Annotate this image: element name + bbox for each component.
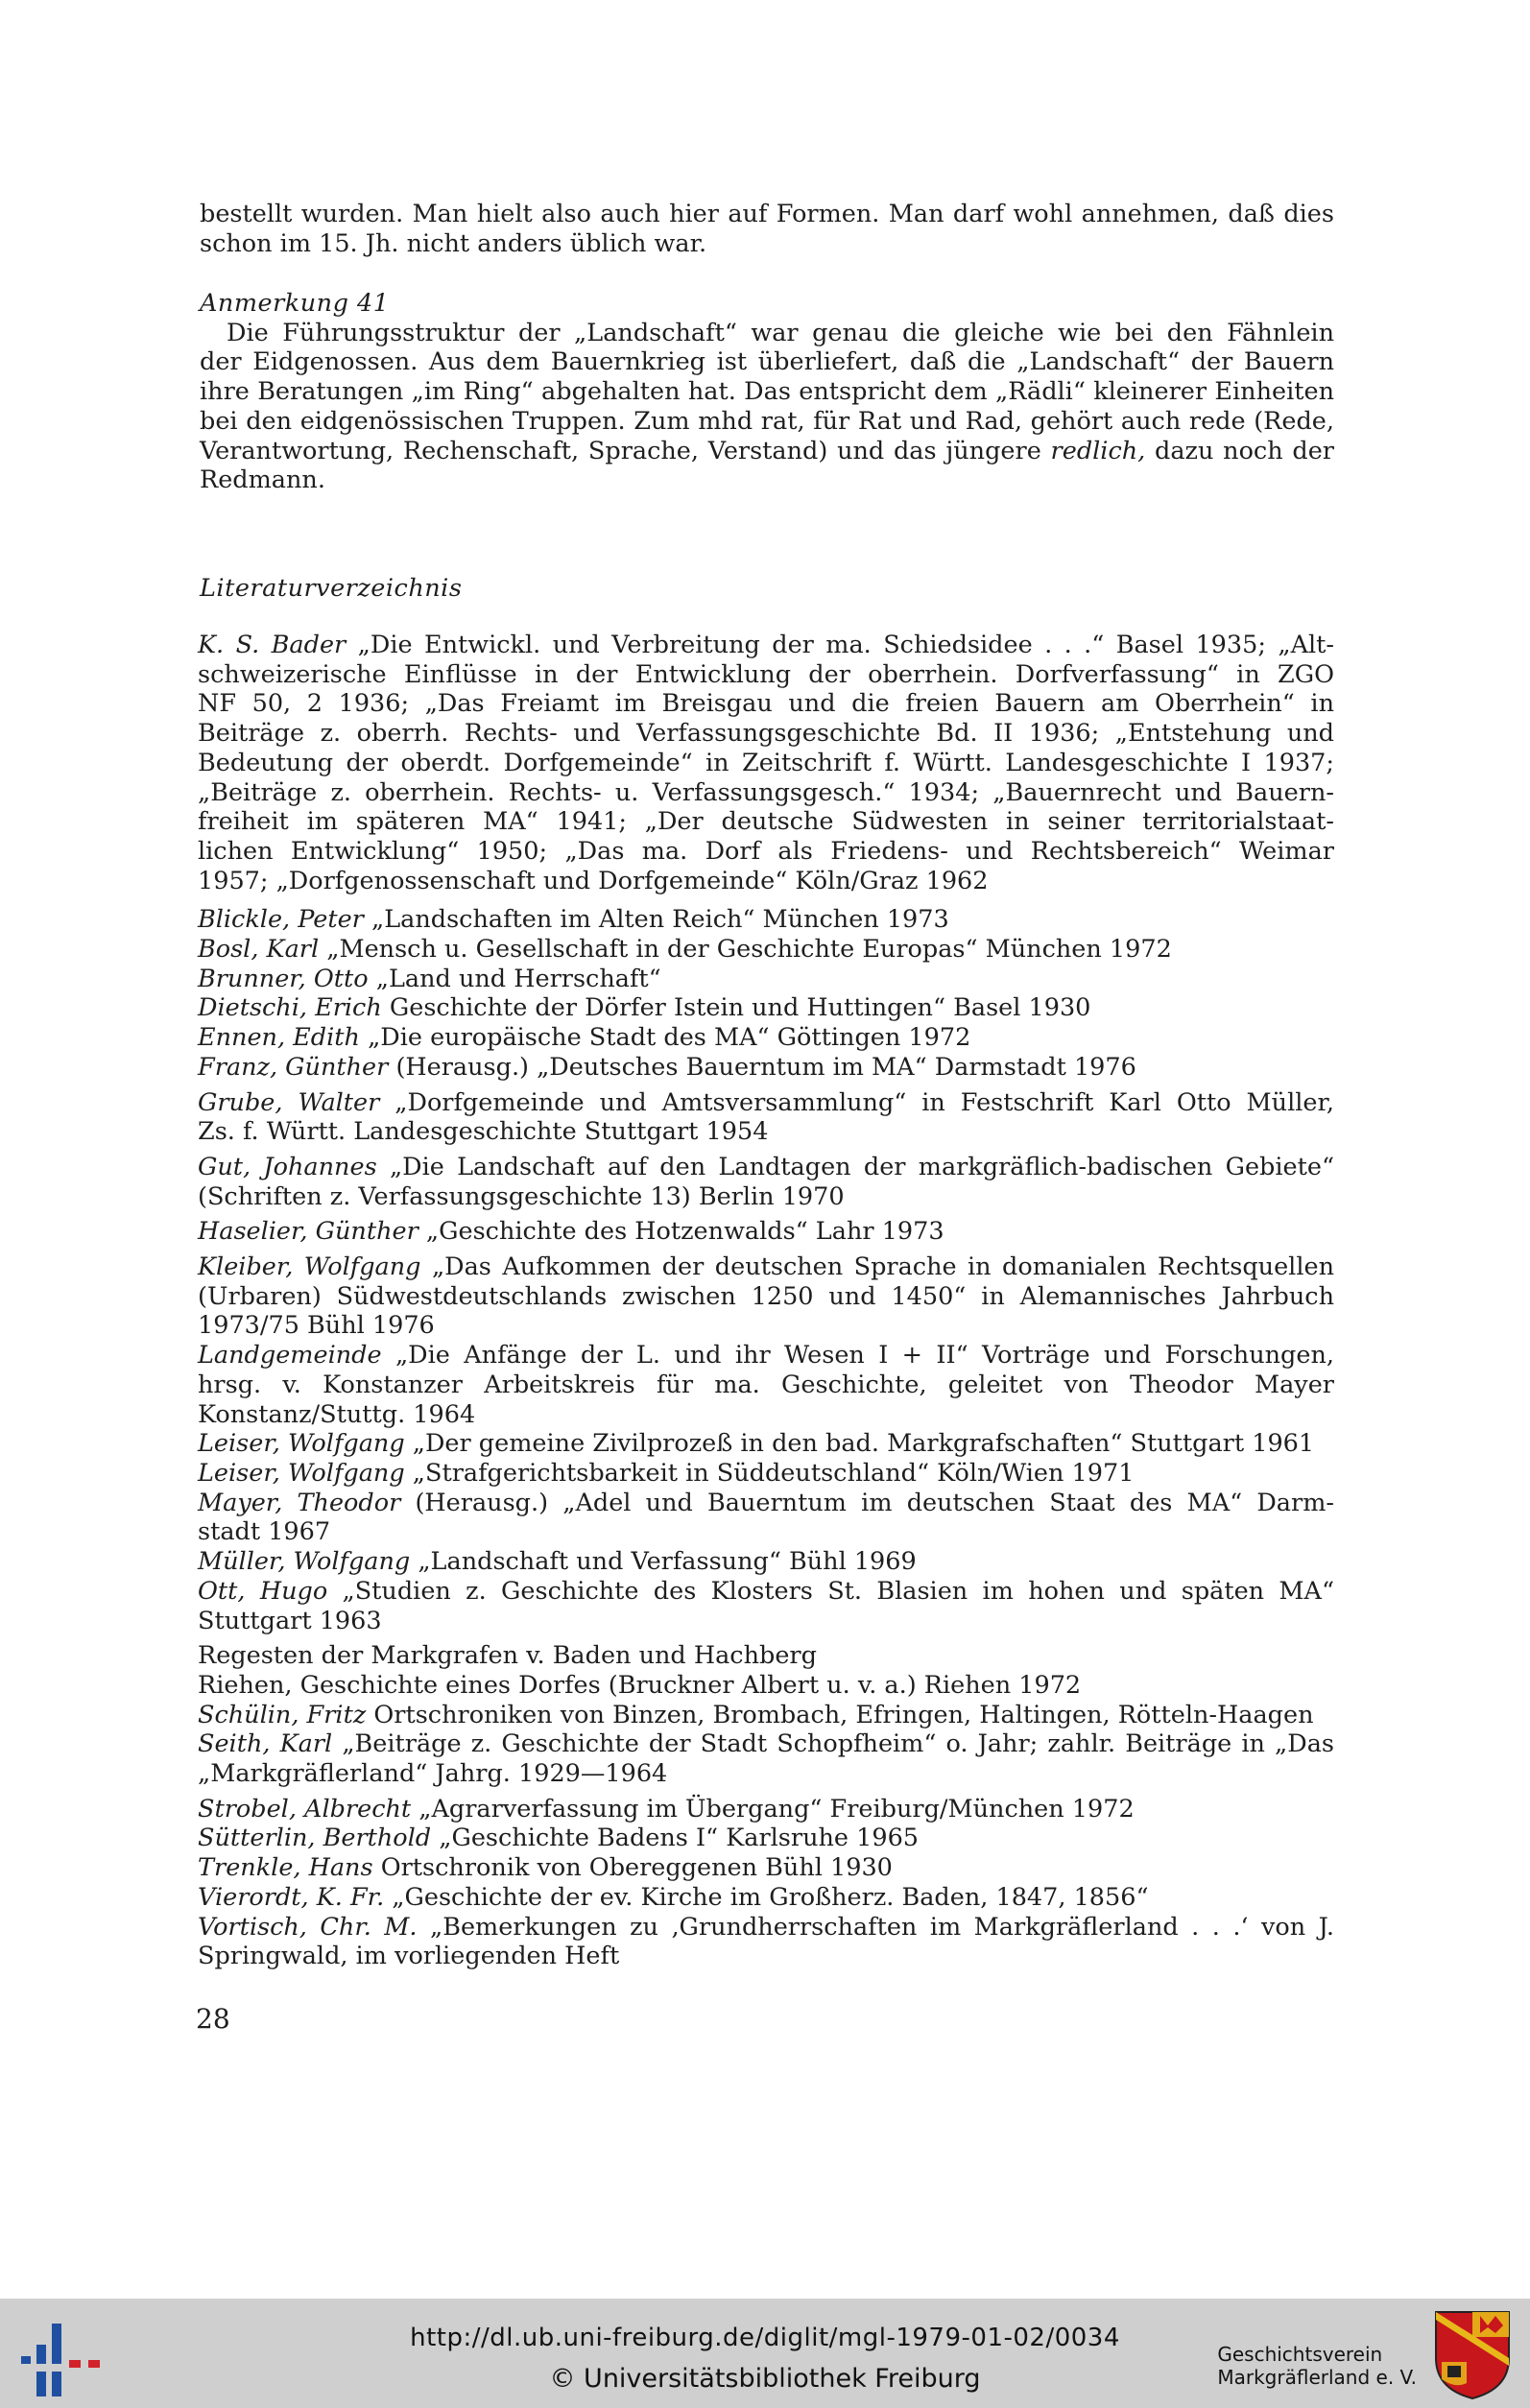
note-text: Verantwortung, Rechenschaft, Sprache, Verstand) und das jüngere	[200, 436, 1041, 465]
bib-entry-landgemeinde	[198, 1341, 1334, 1429]
bib-author: Grube, Walter	[198, 1087, 380, 1117]
bib-text: (Schriften z. Verfassungsgeschichte 13) Berlin 1970	[198, 1181, 845, 1211]
bib-author: Leiser, Wolfgang	[198, 1429, 405, 1459]
bib-text: „Landschaft und Verfassung“ Bühl 1969	[418, 1547, 917, 1577]
bib-text: Zs. f. Württ. Landesgeschichte Stuttgart 1954	[198, 1117, 769, 1147]
bib-author: Strobel, Albrecht	[198, 1794, 412, 1824]
note-line: bei den eidgenössischen Truppen. Zum mhd rat, für Rat und Rad, gehört auch rede (Rede,	[200, 406, 1334, 436]
footer-url-link[interactable]: http://dl.ub.uni-freiburg.de/diglit/mgl-1979-01-02/0034	[410, 2324, 1120, 2352]
bib-author: Leiser, Wolfgang	[198, 1458, 405, 1488]
bib-text: 1973/75 Bühl 1976	[198, 1311, 435, 1341]
bib-entry-mueller	[198, 1547, 1334, 1577]
note-heading: Anmerkung 41	[200, 289, 390, 318]
bib-author: Ott, Hugo	[198, 1576, 328, 1606]
bib-entry-dietschi	[198, 993, 1334, 1023]
bib-entry-seith	[198, 1729, 1334, 1788]
bib-text: „Markgräflerland“ Jahrg. 1929—1964	[198, 1759, 668, 1789]
bib-text: „Strafgerichtsbarkeit in Süddeutschland“ Köln/Wien 1971	[412, 1458, 1135, 1488]
bib-text: „Studien z. Geschichte des Klosters St. Blasien im hohen und späten MA“	[342, 1576, 1334, 1606]
bib-entry-leiser-2	[198, 1459, 1334, 1489]
bib-text: „Beiträge z. Geschichte der Stadt Schopfheim“ o. Jahr; zahlr. Beiträge in „Das	[342, 1729, 1334, 1759]
bib-author: Trenkle, Hans	[198, 1853, 373, 1883]
footer-copyright: © Universitätsbibliothek Freiburg	[549, 2364, 981, 2394]
bibliography-heading: Literaturverzeichnis	[200, 574, 463, 603]
bib-text: „Land und Herrschaft“	[375, 964, 661, 993]
intro-line: bestellt wurden. Man hielt also auch hier auf Formen. Man darf wohl annehmen, daß dies	[200, 200, 1334, 228]
bib-text: Beiträge z. oberrh. Rechts- und Verfassungsgeschichte Bd. II 1936; „Entstehung und	[198, 719, 1334, 749]
coat-of-arms-icon	[1432, 2308, 1513, 2400]
bib-author: Dietschi, Erich	[198, 993, 382, 1023]
bib-entry-brunner	[198, 965, 1334, 994]
bib-text: schweizerische Einflüsse in der Entwicklung der oberrhein. Dorfverfassung“ in ZGO	[198, 659, 1334, 689]
bib-text: Geschichte der Dörfer Istein und Huttingen“ Basel 1930	[389, 993, 1091, 1023]
bib-text: „Agrarverfassung im Übergang“ Freiburg/München 1972	[418, 1794, 1135, 1824]
bib-text: Ortschroniken von Binzen, Brombach, Efringen, Haltingen, Rötteln-Haagen	[373, 1700, 1314, 1729]
bib-author: Franz, Günther	[198, 1052, 389, 1082]
note-line: Redmann.	[200, 465, 325, 495]
bib-text: (Herausg.) „Adel und Bauerntum im deutschen Staat des MA“ Darm-	[415, 1488, 1335, 1517]
bib-entry-kleiber	[198, 1252, 1334, 1341]
bib-text: „Beiträge z. oberrhein. Rechts- u. Verfassungsgesch.“ 1934; „Bauernrecht und Bauern-	[198, 777, 1334, 807]
page-number: 28	[196, 2003, 230, 2035]
bib-entry-suetterlin	[198, 1824, 1334, 1853]
bib-entry-gut	[198, 1153, 1334, 1211]
bib-author: Vierordt, K. Fr.	[198, 1882, 385, 1912]
bib-text: hrsg. v. Konstanzer Arbeitskreis für ma. Geschichte, geleitet von Theodor Mayer	[198, 1370, 1334, 1399]
bib-entry-mayer	[198, 1489, 1334, 1547]
bib-text: Konstanz/Stuttg. 1964	[198, 1399, 476, 1429]
bib-text: (Urbaren) Südwestdeutschlands zwischen 1250 und 1450“ in Alemannisches Jahrbuch	[198, 1281, 1334, 1311]
bib-text: Stuttgart 1963	[198, 1606, 382, 1635]
org-line: Markgräflerland e. V.	[1217, 2366, 1417, 2389]
bib-author: Brunner, Otto	[198, 964, 369, 993]
bib-text: Bedeutung der oberdt. Dorfgemeinde“ in Zeitschrift f. Württ. Landesgeschichte I 1937;	[198, 748, 1334, 777]
note-41	[200, 289, 1334, 495]
bib-text: Ortschronik von Obereggenen Bühl 1930	[380, 1853, 893, 1883]
bib-author: Seith, Karl	[198, 1729, 333, 1759]
bib-entry-franz	[198, 1053, 1334, 1083]
bib-text: „Landschaften im Alten Reich“ München 1973	[371, 905, 949, 935]
bib-entry-grube	[198, 1088, 1334, 1147]
footer-organization	[1217, 2343, 1417, 2389]
intro-paragraph	[200, 200, 1334, 258]
bib-entry-riehen: Riehen, Geschichte eines Dorfes (Bruckner Albert u. v. a.) Riehen 1972	[198, 1670, 1082, 1700]
note-line: ihre Beratungen „im Ring“ abgehalten hat. Das entspricht dem „Rädli“ kleinerer Einheiten	[200, 377, 1334, 407]
bib-text: Springwald, im vorliegenden Heft	[198, 1942, 620, 1971]
bib-author: Vortisch, Chr. M.	[198, 1912, 418, 1942]
footer-bar	[0, 2299, 1530, 2408]
bib-text: „Geschichte Badens I“ Karlsruhe 1965	[439, 1824, 920, 1853]
note-line: der Eidgenossen. Aus dem Bauernkrieg ist überliefert, daß die „Landschaft“ der Bauern	[200, 347, 1334, 377]
bib-text: „Geschichte des Hotzenwalds“ Lahr 1973	[425, 1217, 944, 1247]
bib-text: stadt 1967	[198, 1517, 331, 1547]
note-line: Die Führungsstruktur der „Landschaft“ war genau die gleiche wie bei den Fähnlein	[227, 318, 1334, 347]
note-text: dazu noch der	[1155, 436, 1334, 465]
bib-author: Müller, Wolfgang	[198, 1547, 411, 1577]
bib-entry-bader	[198, 631, 1334, 895]
bib-text: „Die europäische Stadt des MA“ Göttingen 1972	[368, 1023, 971, 1053]
bib-entry-strobel	[198, 1795, 1334, 1824]
intro-line: schon im 15. Jh. nicht anders üblich war.	[200, 228, 707, 258]
bib-entry-ennen	[198, 1023, 1334, 1053]
bib-entry-bosl	[198, 935, 1334, 965]
bib-text: (Herausg.) „Deutsches Bauerntum im MA“ Darmstadt 1976	[395, 1052, 1136, 1082]
bib-entry-leiser-1	[198, 1429, 1334, 1459]
bib-author: Gut, Johannes	[198, 1152, 377, 1181]
bib-author: Landgemeinde	[198, 1341, 382, 1371]
bib-text: „Das Aufkommen der deutschen Sprache in domanialen Rechtsquellen	[431, 1252, 1334, 1282]
bibliography-list	[198, 631, 1334, 1971]
bib-entry-vierordt	[198, 1883, 1334, 1913]
org-line: Geschichtsverein	[1217, 2343, 1383, 2366]
note-line	[200, 437, 1334, 466]
bib-author: Bosl, Karl	[198, 935, 320, 965]
bib-entry-haselier	[198, 1217, 1334, 1247]
bib-text: NF 50, 2 1936; „Das Freiamt im Breisgau und die freien Bauern am Oberrhein“ in	[198, 689, 1334, 719]
bib-author: Mayer, Theodor	[198, 1488, 401, 1517]
bib-text: lichen Entwicklung“ 1950; „Das ma. Dorf als Friedens- und Rechtsbereich“ Weimar	[198, 836, 1334, 866]
bib-text: „Die Anfänge der L. und ihr Wesen I + II“ Vorträge und Forschungen,	[394, 1341, 1334, 1371]
bib-entry-schuelin	[198, 1701, 1334, 1730]
bib-author: Blickle, Peter	[198, 905, 364, 935]
bib-author: Haselier, Günther	[198, 1217, 418, 1247]
bib-text: „Mensch u. Gesellschaft in der Geschichte Europas“ München 1972	[326, 935, 1172, 965]
bib-author: Kleiber, Wolfgang	[198, 1252, 421, 1282]
bib-entry-regesten: Regesten der Markgrafen v. Baden und Hachberg	[198, 1641, 817, 1671]
bib-text: 1957; „Dorfgenossenschaft und Dorfgemeinde“ Köln/Graz 1962	[198, 866, 989, 895]
bib-author: Ennen, Edith	[198, 1023, 360, 1053]
bib-text: „Die Entwickl. und Verbreitung der ma. Schiedsidee . . .“ Basel 1935; „Alt-	[357, 631, 1334, 659]
bib-author: Schülin, Fritz	[198, 1700, 367, 1729]
bib-entry-trenkle	[198, 1853, 1334, 1883]
bib-text: „Die Landschaft auf den Landtagen der markgräflich-badischen Gebiete“	[389, 1152, 1334, 1181]
bib-author: Sütterlin, Berthold	[198, 1824, 432, 1853]
bib-entry-ott	[198, 1577, 1334, 1635]
bib-text: „Dorfgemeinde und Amtsversammlung“ in Festschrift Karl Otto Müller,	[394, 1087, 1334, 1117]
bib-entry-blickle	[198, 905, 1334, 935]
bib-text: „Der gemeine Zivilprozeß in den bad. Markgrafschaften“ Stuttgart 1961	[412, 1429, 1315, 1459]
bib-author: K. S. Bader	[198, 631, 347, 659]
bib-text: freiheit im späteren MA“ 1941; „Der deutsche Südwesten in seiner territorialstaat-	[198, 807, 1334, 837]
bib-entry-vortisch	[198, 1913, 1334, 1971]
bib-text: „Geschichte der ev. Kirche im Großherz. Baden, 1847, 1856“	[392, 1882, 1149, 1912]
note-emphasis: redlich,	[1050, 436, 1146, 465]
bib-text: „Bemerkungen zu ‚Grundherrschaften im Markgräflerland . . .‘ von J.	[430, 1912, 1335, 1942]
